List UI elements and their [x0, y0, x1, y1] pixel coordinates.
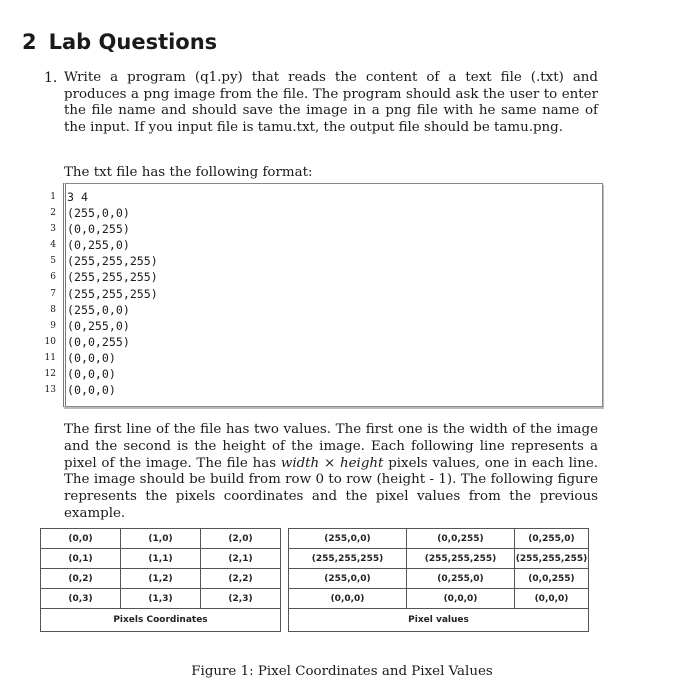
table-row	[41, 589, 281, 609]
pixel-coordinates-table	[40, 528, 281, 632]
code-line: (0,0,0)	[67, 367, 116, 382]
line-number: 8	[50, 304, 56, 315]
table-row	[289, 569, 589, 589]
code-line: (255,0,0)	[67, 206, 130, 221]
table-cell: (0,255,0)	[515, 529, 589, 549]
table-cell: (0,2)	[41, 569, 121, 589]
line-number: 5	[50, 256, 56, 267]
table-cell: (255,0,0)	[289, 569, 407, 589]
table-cell: (0,0)	[41, 529, 121, 549]
code-line: (255,255,255)	[67, 286, 158, 301]
table-row	[41, 529, 281, 549]
table-cell: (0,3)	[41, 589, 121, 609]
section-heading	[22, 30, 217, 54]
table-cell: (0,1)	[41, 549, 121, 569]
table-cell: (0,0,255)	[407, 529, 515, 549]
table-cell: (0,0,0)	[515, 589, 589, 609]
table-row	[289, 549, 589, 569]
line-number: 11	[44, 352, 56, 363]
table-row	[289, 589, 589, 609]
height-word: height	[339, 455, 384, 471]
table-caption: Pixel values	[289, 609, 589, 632]
description-paragraph	[64, 422, 598, 523]
code-line: (255,0,0)	[67, 302, 130, 317]
question-number: 1.	[44, 70, 58, 86]
description-part2: pixels values, one in each line. The image should be build from row 0 to row (height - 1). The following figure represents the pixels coordinates and the pixel values from the previous example.	[64, 455, 599, 521]
code-line: (0,0,0)	[67, 383, 116, 398]
table-cell: (2,1)	[201, 549, 281, 569]
line-number: 6	[50, 272, 56, 283]
table-cell: (255,255,255)	[515, 549, 589, 569]
line-number: 10	[44, 336, 56, 347]
width-word: width	[280, 455, 320, 471]
caption-row	[41, 609, 281, 632]
table-cell: (0,0,0)	[407, 589, 515, 609]
code-line: (255,255,255)	[67, 254, 158, 269]
table-cell: (1,3)	[121, 589, 201, 609]
table-caption: Pixels Coordinates	[41, 609, 281, 632]
table-row	[289, 529, 589, 549]
code-line: (0,0,0)	[67, 350, 116, 365]
section-title: Lab Questions	[48, 30, 218, 54]
code-lines	[67, 189, 158, 398]
pixel-values-table	[288, 528, 589, 632]
table-cell: (1,2)	[121, 569, 201, 589]
question-text: Write a program (q1.py) that reads the content of a text file (.txt) and produces a png image from the file. The program should ask the user to enter the file name and should save the image in a png file with he same name of the input. If you input file is tamu.txt, the output file should be tamu.png.	[64, 70, 598, 135]
times-sign: ×	[319, 455, 340, 471]
code-line: (255,255,255)	[67, 270, 158, 285]
section-number: 2	[22, 30, 37, 54]
line-number: 12	[44, 369, 56, 380]
table-cell: (255,255,255)	[289, 549, 407, 569]
format-intro: The txt file has the following format:	[64, 165, 313, 180]
figure-caption: Figure 1: Pixel Coordinates and Pixel Values	[191, 664, 493, 679]
table-row	[41, 569, 281, 589]
table-cell: (1,1)	[121, 549, 201, 569]
line-numbers	[20, 189, 58, 398]
table-cell: (2,0)	[201, 529, 281, 549]
code-line: (0,255,0)	[67, 318, 130, 333]
line-number: 7	[50, 288, 56, 299]
table-cell: (0,0,255)	[515, 569, 589, 589]
table-cell: (2,2)	[201, 569, 281, 589]
code-line: (0,255,0)	[67, 238, 130, 253]
code-line: (0,0,255)	[67, 334, 130, 349]
code-listing	[20, 183, 602, 409]
line-number: 13	[44, 385, 56, 396]
code-line: 3 4	[67, 190, 88, 204]
table-cell: (0,255,0)	[407, 569, 515, 589]
table-cell: (255,0,0)	[289, 529, 407, 549]
table-cell: (0,0,0)	[289, 589, 407, 609]
line-number: 3	[50, 224, 56, 235]
line-number: 2	[50, 208, 56, 219]
table-cell: (1,0)	[121, 529, 201, 549]
line-number: 1	[50, 192, 56, 202]
table-cell: (2,3)	[201, 589, 281, 609]
line-number: 4	[50, 240, 56, 251]
table-row	[41, 549, 281, 569]
caption-row	[289, 609, 589, 632]
description-part1: The first line of the file has two values. The first one is the width of the image and the second is the height of the image. Each following line represents a pixel of the image. The file has	[64, 422, 598, 471]
code-line: (0,0,255)	[67, 222, 130, 237]
table-cell: (255,255,255)	[407, 549, 515, 569]
line-number: 9	[50, 320, 56, 331]
